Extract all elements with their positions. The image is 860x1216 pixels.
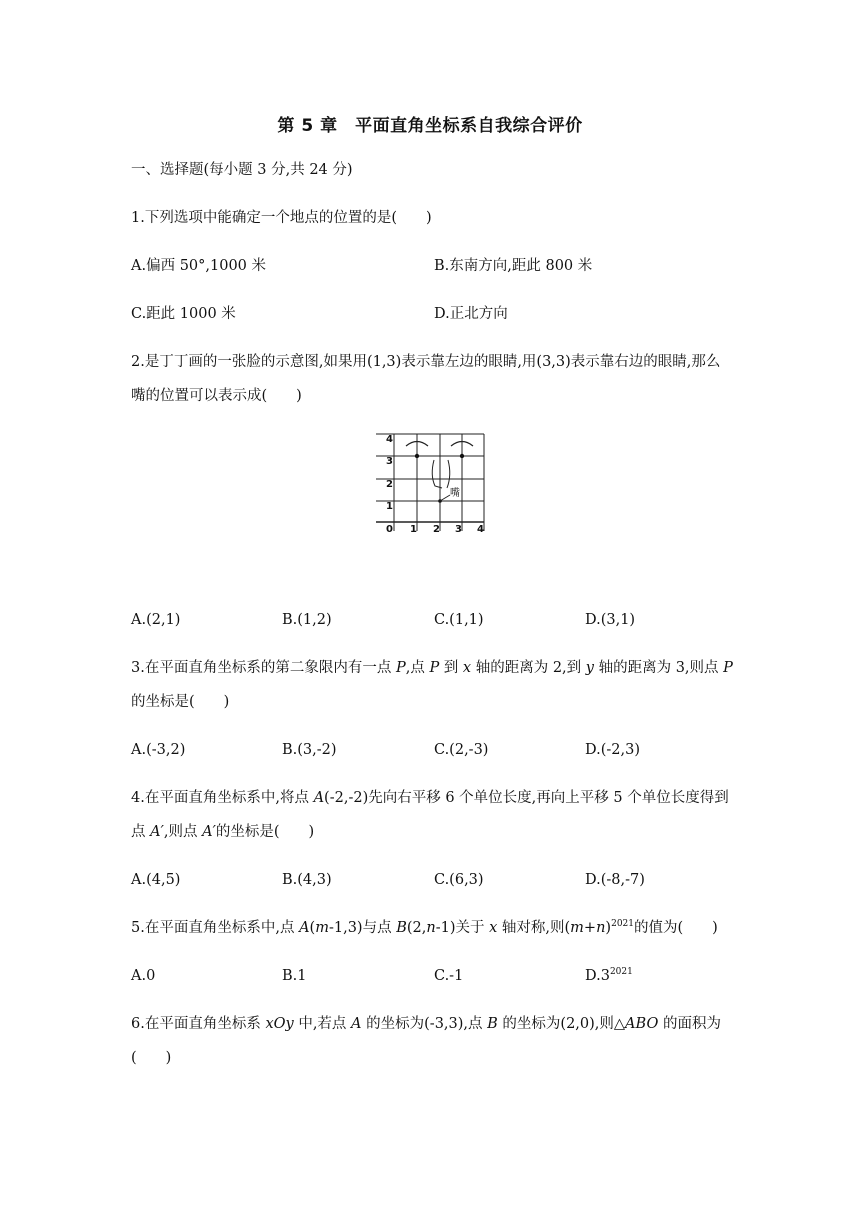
y-label-4: 4 bbox=[386, 434, 393, 445]
x-label-2: 2 bbox=[433, 524, 440, 535]
q5-option-b: B.1 bbox=[282, 968, 307, 984]
section-heading: 一、选择题(每小题 3 分,共 24 分) bbox=[131, 162, 353, 178]
question-2-stem-line1: 2.是丁丁画的一张脸的示意图,如果用(1,3)表示靠左边的眼睛,用(3,3)表示靠右边的眼睛,那么 bbox=[131, 354, 721, 370]
question-6-stem-line2: ( ) bbox=[131, 1050, 172, 1066]
question-6-stem-line1: 6.在平面直角坐标系 xOy 中,若点 A 的坐标为(-3,3),点 B 的坐标为(2,0),则△ABO 的面积为 bbox=[131, 1016, 721, 1032]
y-label-3: 3 bbox=[386, 456, 393, 467]
q4-option-d: D.(-8,-7) bbox=[585, 872, 645, 888]
nose-left bbox=[432, 460, 442, 488]
q4-option-a: A.(4,5) bbox=[131, 872, 181, 888]
mouth-label: 嘴 bbox=[450, 488, 460, 499]
question-3-stem-line1: 3.在平面直角坐标系的第二象限内有一点 P,点 P 到 x 轴的距离为 2,到 y 轴的距离为 3,则点 P bbox=[131, 660, 733, 676]
page-title: 第 5 章 平面直角坐标系自我综合评价 bbox=[277, 116, 583, 136]
q5-option-c: C.-1 bbox=[434, 968, 464, 984]
y-label-2: 2 bbox=[386, 479, 393, 490]
question-4-stem-line1: 4.在平面直角坐标系中,将点 A(-2,-2)先向右平移 6 个单位长度,再向上平移 5 个单位长度得到 bbox=[131, 790, 729, 806]
q2-option-d: D.(3,1) bbox=[585, 612, 636, 628]
q3-option-b: B.(3,-2) bbox=[282, 742, 337, 758]
x-label-3: 3 bbox=[455, 524, 462, 535]
x-label-1: 1 bbox=[410, 524, 417, 535]
nose-right bbox=[447, 460, 450, 488]
q5-option-d: $D.3^{2021}$ bbox=[585, 967, 633, 984]
q5-option-a: A.0 bbox=[131, 968, 156, 984]
x-label-0: 0 bbox=[386, 524, 393, 535]
x-label-4: 4 bbox=[477, 524, 484, 535]
q1-option-c: C.距此 1000 米 bbox=[131, 306, 236, 322]
mouth-pointer bbox=[440, 495, 450, 501]
question-1-stem: 1.下列选项中能确定一个地点的位置的是( ) bbox=[131, 210, 432, 226]
question-5-stem: 5.在平面直角坐标系中,点 A(m-1,3)与点 B(2,n-1)关于 x 轴对称,则$(m+n)^{2021}$的值为( ) bbox=[131, 919, 718, 936]
y-label-1: 1 bbox=[386, 501, 393, 512]
face-grid-figure bbox=[372, 430, 490, 542]
q1-option-b: B.东南方向,距此 800 米 bbox=[434, 258, 593, 274]
q3-option-d: D.(-2,3) bbox=[585, 742, 640, 758]
q3-option-a: A.(-3,2) bbox=[131, 742, 186, 758]
q4-option-c: C.(6,3) bbox=[434, 872, 484, 888]
q2-option-c: C.(1,1) bbox=[434, 612, 484, 628]
q1-option-a: A.偏西 50°,1000 米 bbox=[131, 258, 267, 274]
q3-option-c: C.(2,-3) bbox=[434, 742, 489, 758]
question-3-stem-line2: 的坐标是( ) bbox=[131, 694, 230, 710]
question-4-stem-line2: 点 A′,则点 A′的坐标是( ) bbox=[131, 824, 315, 840]
q4-option-b: B.(4,3) bbox=[282, 872, 332, 888]
q1-option-d: D.正北方向 bbox=[434, 306, 508, 322]
right-eye-dot bbox=[460, 454, 464, 458]
q2-option-a: A.(2,1) bbox=[131, 612, 181, 628]
question-2-stem-line2: 嘴的位置可以表示成( ) bbox=[131, 388, 302, 404]
q2-option-b: B.(1,2) bbox=[282, 612, 332, 628]
left-eye-dot bbox=[415, 454, 419, 458]
